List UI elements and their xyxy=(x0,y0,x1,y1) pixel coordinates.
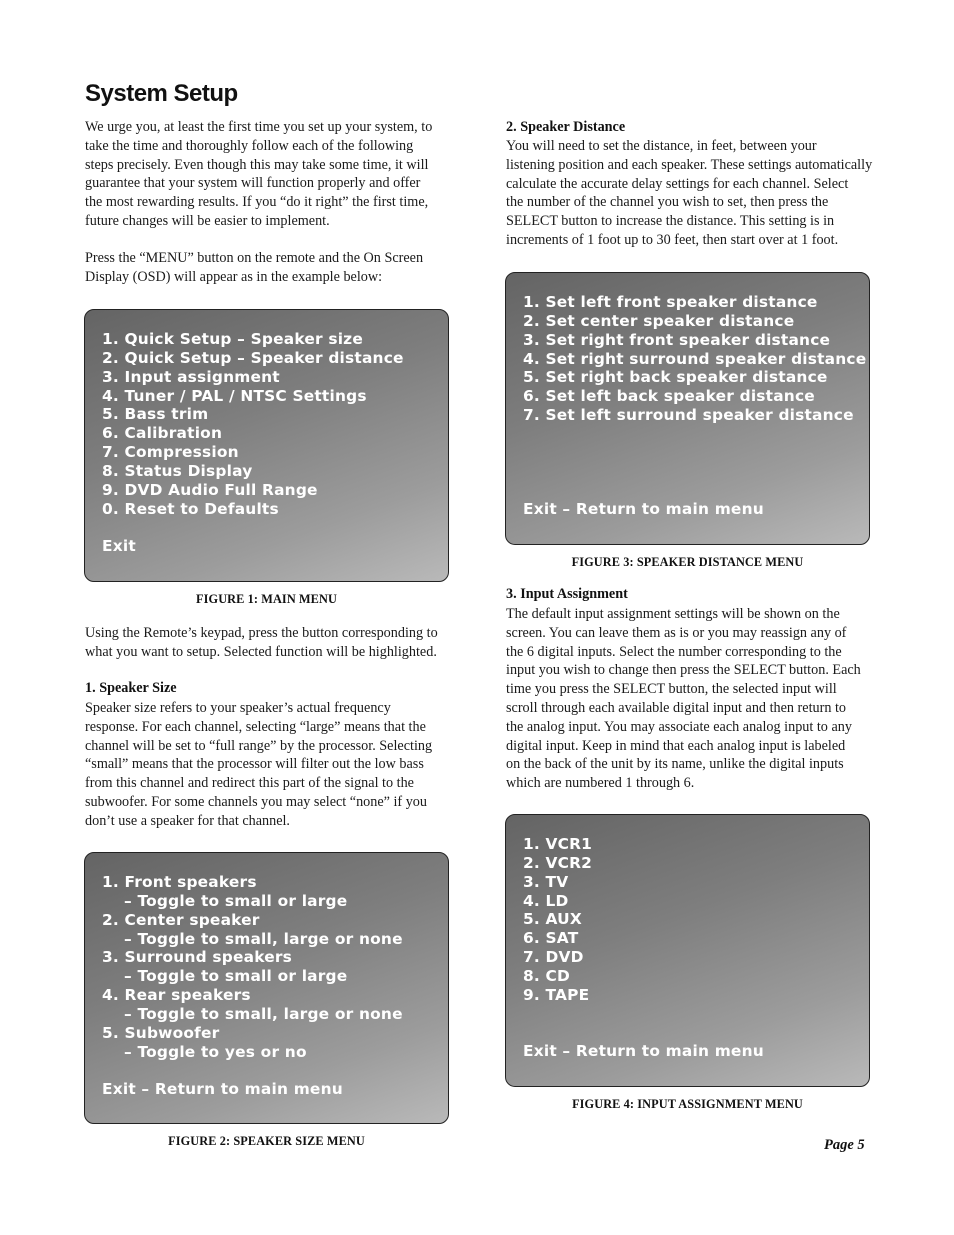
exit-menu-item[interactable]: Exit xyxy=(102,537,136,555)
figure-1-caption: FIGURE 1: MAIN MENU xyxy=(196,592,337,606)
menu-item[interactable]: 6. SAT xyxy=(523,929,579,948)
menu-item[interactable]: 5. Subwoofer xyxy=(102,1023,220,1042)
input-assignment-paragraph: The default input assignment settings will be shown on the screen. You can leave them as is or you may reassign any of the 6 digital inputs. Select the number corresponding to the input you wish to change then press the SELECT button. Each time you press the SELECT button, the selected input will scroll through each available digital input and then return to the analog input. You may associate each analog input to any digital input. Keep in mind that each analog input is labeled on the back of the unit by its name, unlike the digital inputs which are numbered 1 through 6. xyxy=(506,606,861,792)
speaker-distance-heading: 2. Speaker Distance xyxy=(506,119,626,135)
menu-item[interactable]: 2. Set center speaker distance xyxy=(523,311,795,330)
menu-item[interactable]: 5. Bass trim xyxy=(102,405,209,424)
input-assignment-heading: 3. Input Assignment xyxy=(506,586,628,602)
keypad-paragraph: Using the Remote’s keypad, press the button corresponding to what you want to setup. Selected function will be highlighted. xyxy=(85,625,438,660)
menu-item[interactable]: 2. VCR2 xyxy=(523,853,593,872)
menu-item-hint: – Toggle to small, large or none xyxy=(124,929,403,948)
exit-menu-item[interactable]: Exit – Return to main menu xyxy=(102,1080,343,1098)
menu-item[interactable]: 3. Set right front speaker distance xyxy=(523,330,831,349)
menu-item[interactable]: 4. Set right surround speaker distance xyxy=(523,349,867,368)
exit-menu-item[interactable]: Exit – Return to main menu xyxy=(523,500,764,518)
figure-3-caption: FIGURE 3: SPEAKER DISTANCE MENU xyxy=(571,555,804,569)
menu-item[interactable]: 8. CD xyxy=(523,966,570,985)
menu-item[interactable]: 4. LD xyxy=(523,891,569,910)
menu-item[interactable]: 1. VCR1 xyxy=(523,835,593,853)
speaker-size-heading: 1. Speaker Size xyxy=(85,680,177,696)
menu-item[interactable]: 6. Calibration xyxy=(102,424,223,443)
menu-item[interactable]: 0. Reset to Defaults xyxy=(102,499,279,518)
intro-paragraph: We urge you, at least the first time you set up your system, to take the time and thoroughly follow each of the following steps precisely. Even though this may take some time, it will guarantee that your system will function properly and offer the most rewarding results. If you “do it right” the first time, future changes will be easier to implement. xyxy=(85,119,433,229)
menu-item[interactable]: 5. AUX xyxy=(523,910,582,929)
menu-item[interactable]: 8. Status Display xyxy=(102,461,253,480)
menu-item[interactable]: 9. TAPE xyxy=(523,985,590,1004)
exit-menu-item[interactable]: Exit – Return to main menu xyxy=(523,1042,764,1060)
figure-2-caption: FIGURE 2: SPEAKER SIZE MENU xyxy=(168,1134,365,1148)
menu-item-hint: – Toggle to yes or no xyxy=(124,1042,307,1061)
page-title: System Setup xyxy=(85,80,238,107)
speaker-distance-paragraph: You will need to set the distance, in feet, between your listening position and each speaker. These settings automatically calculate the accurate delay settings for each channel. Select the number of the channel you wish to set, then press the SELECT button to increase the distance. This setting is in increments of 1 foot up to 30 feet, then start over at 1 foot. xyxy=(506,138,873,248)
menu-item[interactable]: 7. DVD xyxy=(523,948,584,967)
menu-item[interactable]: 7. Set left surround speaker distance xyxy=(523,406,854,425)
menu-item[interactable]: 1. Set left front speaker distance xyxy=(523,293,818,311)
menu-item[interactable]: 2. Center speaker xyxy=(102,910,260,929)
menu-item[interactable]: 4. Tuner / PAL / NTSC Settings xyxy=(102,386,367,405)
input-assignment-osd xyxy=(505,814,870,1087)
menu-item[interactable]: 9. DVD Audio Full Range xyxy=(102,480,318,499)
page-number: Page 5 xyxy=(824,1137,865,1153)
main-menu-osd xyxy=(84,309,449,582)
menu-item[interactable]: 3. Input assignment xyxy=(102,367,280,386)
speaker-size-osd xyxy=(84,852,449,1124)
menu-item[interactable]: 3. Surround speakers xyxy=(102,948,293,967)
menu-item[interactable]: 6. Set left back speaker distance xyxy=(523,387,815,406)
speaker-distance-osd xyxy=(505,272,870,545)
press-menu-paragraph: Press the “MENU” button on the remote and the On Screen Display (OSD) will appear as in the example below: xyxy=(85,250,424,285)
menu-item[interactable]: 4. Rear speakers xyxy=(102,986,251,1005)
menu-item[interactable]: 7. Compression xyxy=(102,443,239,462)
menu-item-hint: – Toggle to small or large xyxy=(124,891,348,910)
menu-item[interactable]: 1. Quick Setup – Speaker size xyxy=(102,330,363,348)
menu-item[interactable]: 2. Quick Setup – Speaker distance xyxy=(102,348,404,367)
menu-item-hint: – Toggle to small, large or none xyxy=(124,1004,403,1023)
menu-item[interactable]: 5. Set right back speaker distance xyxy=(523,368,828,387)
menu-item-hint: – Toggle to small or large xyxy=(124,967,348,986)
speaker-size-paragraph: Speaker size refers to your speaker’s actual frequency response. For each channel, selecting “large” means that the channel will be set to “full range” by the processor. Selecting “small” means that the processor will filter out the low bass from this channel and redirect this part of the signal to the subwoofer. For some channels you may select “none” if you don’t use a speaker for that channel. xyxy=(85,700,433,829)
figure-4-caption: FIGURE 4: INPUT ASSIGNMENT MENU xyxy=(572,1097,803,1111)
menu-item[interactable]: 1. Front speakers xyxy=(102,873,257,891)
menu-item[interactable]: 3. TV xyxy=(523,872,569,891)
